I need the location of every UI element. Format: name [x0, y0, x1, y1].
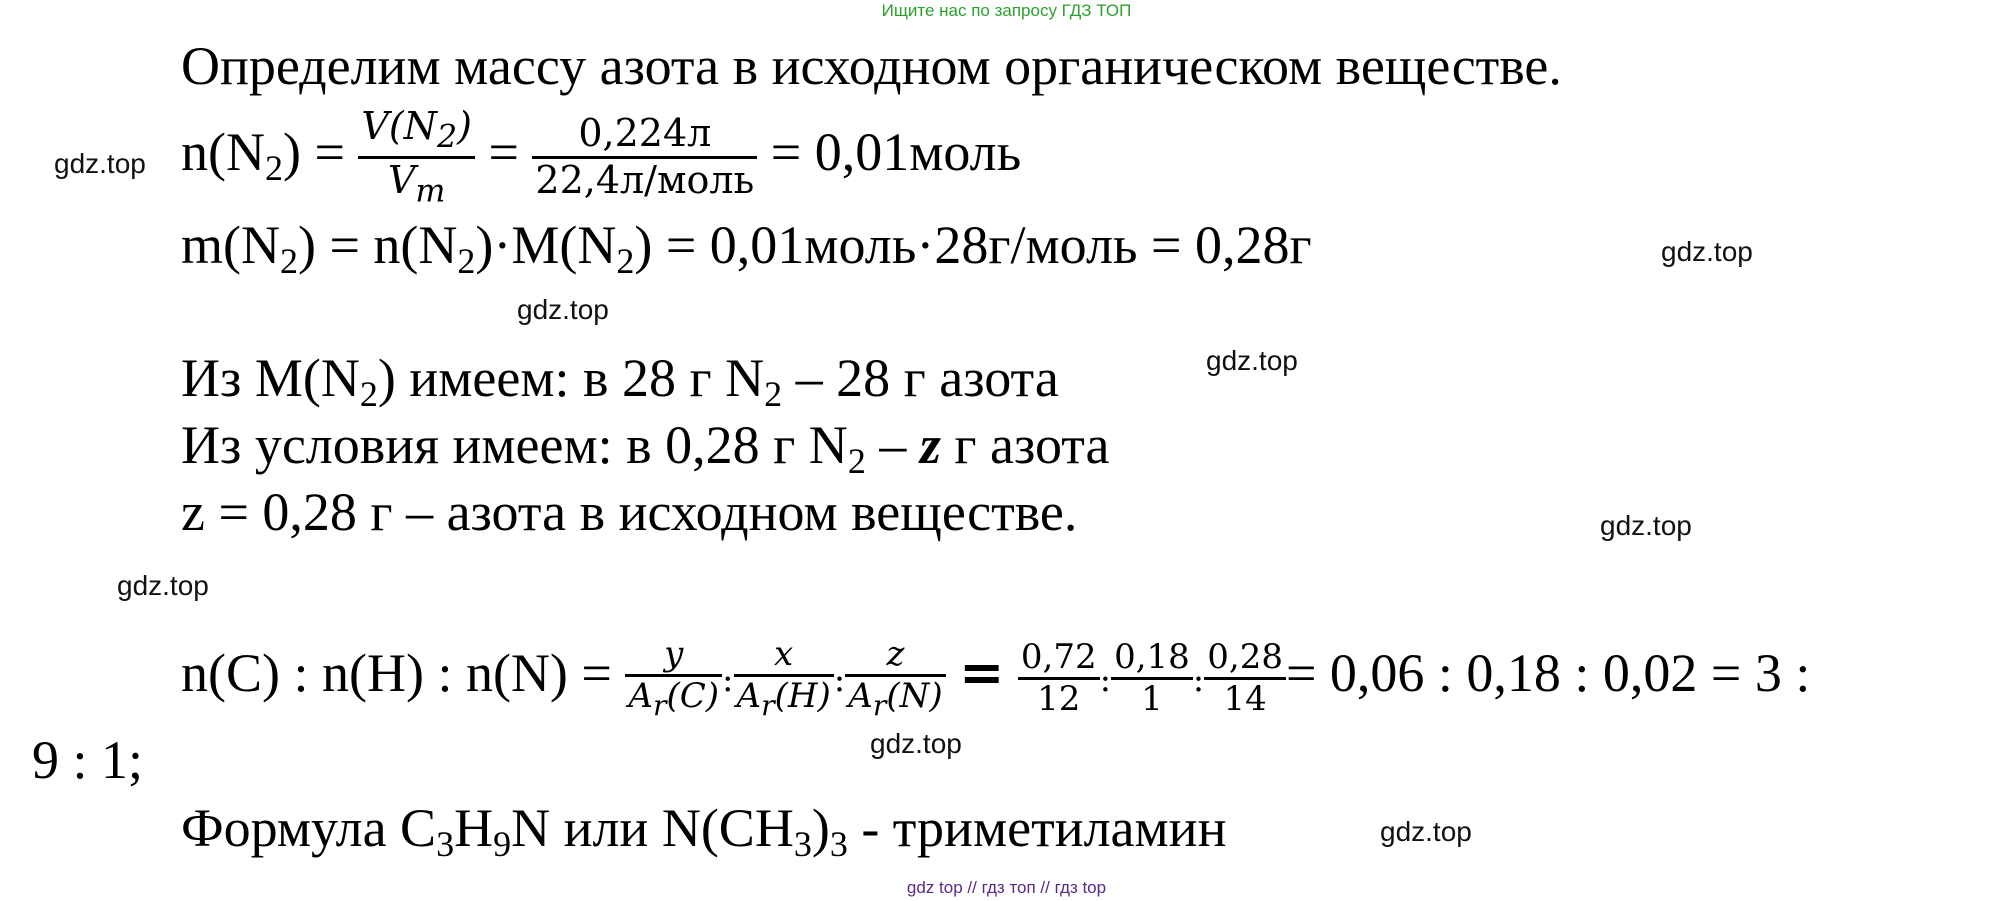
subscript: 3 — [829, 824, 848, 864]
text: N или N(CH — [511, 798, 794, 858]
text: (N) — [886, 676, 943, 717]
text: ) = — [282, 121, 345, 182]
line-result-z: z = 0,28 г – азота в исходном веществе. — [181, 482, 1078, 542]
subscript: r — [872, 688, 887, 722]
denominator: 14 — [1223, 679, 1267, 720]
denominator — [845, 677, 945, 722]
fraction-x — [734, 635, 834, 722]
text: A — [736, 676, 762, 717]
line-formula — [181, 798, 1226, 874]
numerator: y — [625, 635, 722, 677]
numerator: 0,72 — [1018, 638, 1100, 680]
numerator — [358, 105, 475, 159]
top-banner: Ищите нас по запросу ГДЗ ТОП — [881, 1, 1132, 20]
fraction-z — [845, 635, 945, 722]
subscript: 2 — [279, 241, 298, 281]
line-ratio-condition — [181, 415, 1109, 491]
denominator: 22,4л/моль — [535, 158, 755, 203]
subscript: 3 — [436, 824, 455, 864]
watermark: gdz.top — [1206, 345, 1298, 376]
colon: : — [833, 660, 846, 701]
subscript: 3 — [793, 824, 812, 864]
text: H — [454, 798, 494, 858]
numerator: x — [734, 635, 834, 677]
line-moles-n2 — [181, 105, 1021, 210]
line-ratio-m — [181, 348, 1059, 424]
text: A — [848, 676, 873, 717]
text: ) = 0,01моль·28г/моль = 0,28г — [634, 215, 1312, 275]
subscript: r — [652, 688, 667, 722]
fraction-volume — [358, 105, 475, 210]
watermark: gdz.top — [117, 570, 209, 601]
denominator — [358, 159, 475, 210]
text: (H) — [774, 676, 831, 717]
fraction-hydrogen — [1111, 638, 1193, 719]
watermark: gdz.top — [1600, 510, 1692, 541]
text: = 0,06 : 0,18 : 0,02 = 3 : — [1285, 643, 1811, 704]
subscript: 2 — [616, 241, 635, 281]
fraction-values — [532, 112, 757, 202]
colon: : — [1192, 660, 1205, 701]
line-ratio-continued: 9 : 1; — [32, 730, 144, 790]
text: Из M(N — [181, 348, 360, 408]
text: = 0,01моль — [770, 121, 1022, 182]
text: - триметиламин — [847, 798, 1227, 858]
text: Формула C — [181, 798, 437, 858]
bottom-banner: gdz top // гдз топ // гдз top — [906, 878, 1107, 897]
subscript: 2 — [359, 374, 378, 414]
text: V — [387, 158, 416, 203]
fraction-carbon — [1018, 638, 1100, 719]
numerator: 0,18 — [1111, 638, 1193, 680]
subscript: 2 — [436, 119, 458, 156]
text: ) имеем: в 28 г N — [377, 348, 765, 408]
denominator — [734, 677, 834, 722]
watermark: gdz.top — [1380, 816, 1472, 847]
subscript: 2 — [847, 441, 866, 481]
text: ) = n(N — [297, 215, 458, 275]
text: = — [488, 121, 519, 182]
denominator: 12 — [1037, 679, 1081, 720]
colon: : — [722, 660, 734, 701]
subscript: m — [415, 173, 446, 210]
subscript: 2 — [264, 147, 283, 188]
numerator: 0,28 — [1204, 638, 1286, 680]
equals-sign: = — [959, 640, 1005, 705]
text: V(N — [361, 104, 437, 148]
variable-z: z — [919, 415, 941, 475]
subscript: 2 — [457, 241, 476, 281]
watermark: gdz.top — [517, 294, 609, 325]
watermark: gdz.top — [1661, 236, 1753, 267]
subscript: 2 — [764, 374, 783, 414]
text: ) — [457, 104, 472, 148]
text: A — [628, 676, 653, 717]
watermark: gdz.top — [870, 728, 962, 759]
subscript: 9 — [493, 824, 512, 864]
fraction-y — [625, 635, 722, 722]
colon: : — [1099, 660, 1112, 701]
text: г азота — [940, 415, 1110, 475]
text: )·M(N — [475, 215, 617, 275]
text: (C) — [666, 676, 720, 717]
subscript: r — [761, 688, 775, 722]
denominator: 1 — [1141, 679, 1163, 720]
text: ) — [811, 798, 830, 858]
text: n(N — [181, 121, 265, 182]
text: – 28 г азота — [782, 348, 1059, 408]
line-mass-n2 — [181, 215, 1312, 291]
numerator: 0,224л — [532, 112, 757, 159]
fraction-nitrogen — [1204, 638, 1286, 719]
text: Из условия имеем: в 0,28 г N — [181, 415, 848, 475]
text: – — [865, 415, 920, 475]
denominator — [625, 677, 722, 722]
numerator: z — [845, 635, 945, 677]
line-intro: Определим массу азота в исходном органическом веществе. — [181, 36, 1562, 96]
text: n(C) : n(H) : n(N) = — [181, 643, 612, 704]
text: m(N — [181, 215, 280, 275]
watermark: gdz.top — [54, 148, 146, 179]
line-atom-ratio — [181, 635, 1810, 722]
